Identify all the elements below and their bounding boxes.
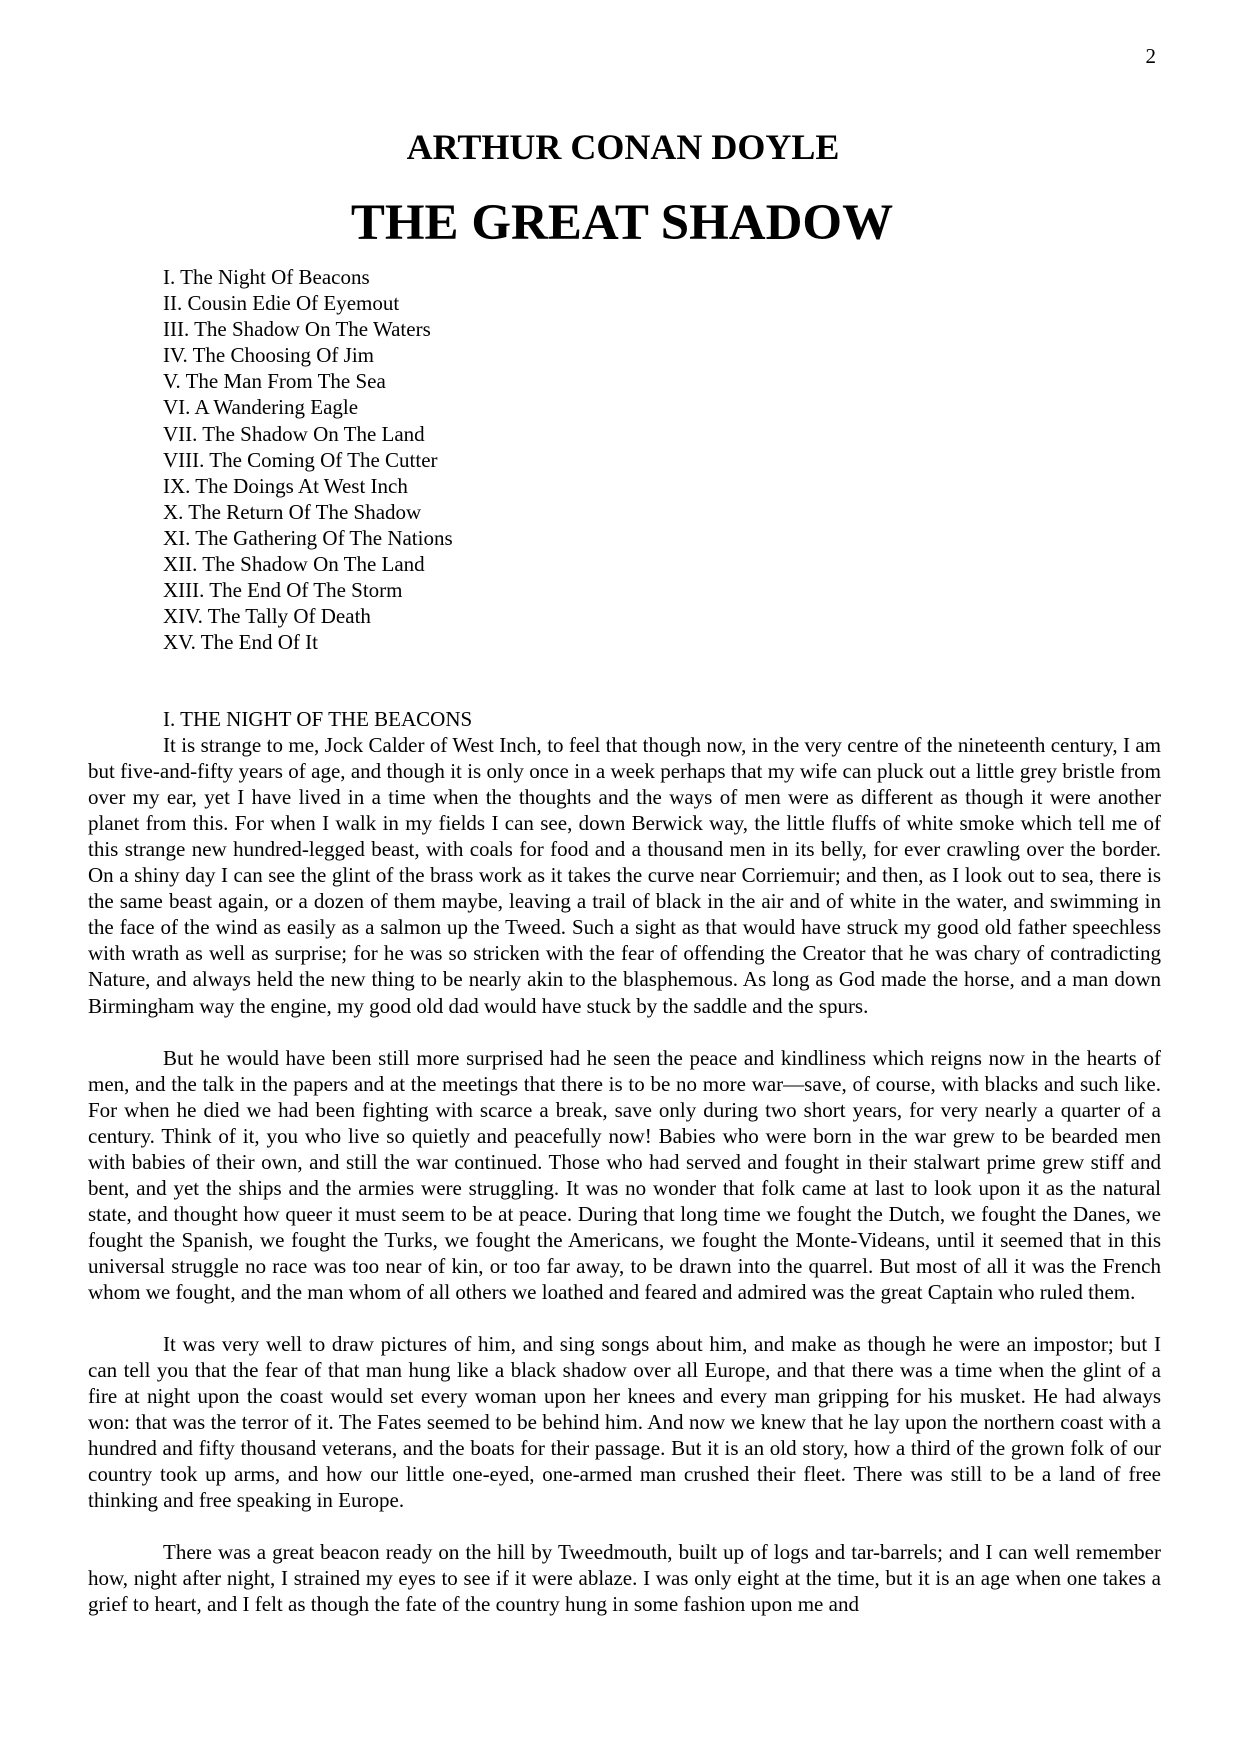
book-title: THE GREAT SHADOW [350,195,894,251]
toc-item: IV. The Choosing Of Jim [163,343,374,368]
toc-item: X. The Return Of The Shadow [163,499,422,524]
toc-item: XII. The Shadow On The Land [163,552,425,577]
toc-item: XIII. The End Of The Storm [163,578,403,603]
table-of-contents [163,264,453,655]
toc-item: II. Cousin Edie Of Eyemout [163,291,400,316]
toc-item: III. The Shadow On The Waters [163,317,431,342]
toc-item: XIV. The Tally Of Death [163,604,371,629]
author-heading: ARTHUR CONAN DOYLE [406,127,840,167]
body-paragraph: There was a great beacon ready on the hill by Tweedmouth, built up of logs and tar-barrels; and I can well remember how, night after night, I strained my eyes to see if it were ablaze. I was only eight at the time, but it is an age when one takes a grief to heart, and I felt as though the fate of the country hung in some fashion upon me and [88,1540,1161,1617]
toc-item: XV. The End Of It [163,630,318,655]
chapter-heading: I. THE NIGHT OF THE BEACONS [163,707,473,731]
toc-item: XI. The Gathering Of The Nations [163,525,453,550]
toc-item: VIII. The Coming Of The Cutter [163,447,438,472]
page-number: 2 [1145,44,1156,68]
body-paragraph: But he would have been still more surprised had he seen the peace and kindliness which reigns now in the hearts of men, and the talk in the papers and at the meetings that there is to be no more war—save, of course, with blacks and such like. For when he died we had been fighting with scarce a break, save only during two short years, for very nearly a quarter of a century. Think of it, you who live so quietly and peacefully now! Babies who were born in the war grew to be bearded men with babies of their own, and still the war continued. Those who had served and fought in their stalwart prime grew stiff and bent, and yet the ships and the armies were struggling. It was no wonder that folk came at last to look upon it as the natural state, and thought how queer it must seem to be at peace. During that long time we fought the Dutch, we fought the Danes, we fought the Spanish, we fought the Turks, we fought the Americans, we fought the Monte-Videans, until it seemed that in this universal struggle no race was too near of kin, or too far away, to be drawn into the quarrel. But most of all it was the French whom we fought, and the man whom of all others we loathed and feared and admired was the great Captain who ruled them. [88,1045,1161,1304]
toc-item: IX. The Doings At West Inch [163,473,408,498]
toc-item: VII. The Shadow On The Land [163,421,425,446]
chapter-body [88,706,1161,1644]
toc-item: I. The Night Of Beacons [163,265,370,289]
body-paragraph: It was very well to draw pictures of him, and sing songs about him, and make as though he were an impostor; but I can tell you that the fear of that man hung like a black shadow over all Europe, and that there was a time when the glint of a fire at night upon the coast would set every woman upon her knees and every man gripping for his musket. He had always won: that was the terror of it. The Fates seemed to be behind him. And now we knew that he lay upon the northern coast with a hundred and fifty thousand veterans, and the boats for their passage. But it is an old story, how a third of the grown folk of our country took up arms, and how our little one-eyed, one-armed man crushed their fleet. There was still to be a land of free thinking and free speaking in Europe. [88,1332,1161,1513]
body-paragraph: It is strange to me, Jock Calder of West Inch, to feel that though now, in the very centre of the nineteenth century, I am but five-and-fifty years of age, and though it is only once in a week perhaps that my wife can pluck out a little grey bristle from over my ear, yet I have lived in a time when the thoughts and the ways of men were as different as though it were another planet from this. For when I walk in my fields I can see, down Berwick way, the little fluffs of white smoke which tell me of this strange new hundred-legged beast, with coals for food and a thousand men in its belly, for ever crawling over the border. On a shiny day I can see the glint of the brass work as it takes the curve near Corriemuir; and then, as I look out to sea, there is the same beast again, or a dozen of them maybe, leaving a trail of black in the air and of white in the water, and swimming in the face of the wind as easily as a salmon up the Tweed. Such a sight as that would have struck my good old father speechless with wrath as well as surprise; for he was so stricken with the fear of offending the Creator that he was chary of contradicting Nature, and always held the new thing to be nearly akin to the blasphemous. As long as God made the horse, and a man down Birmingham way the engine, my good old dad would have stuck by the saddle and the spurs. [88,733,1161,1018]
toc-item: V. The Man From The Sea [163,369,386,394]
toc-item: VI. A Wandering Eagle [163,395,359,420]
